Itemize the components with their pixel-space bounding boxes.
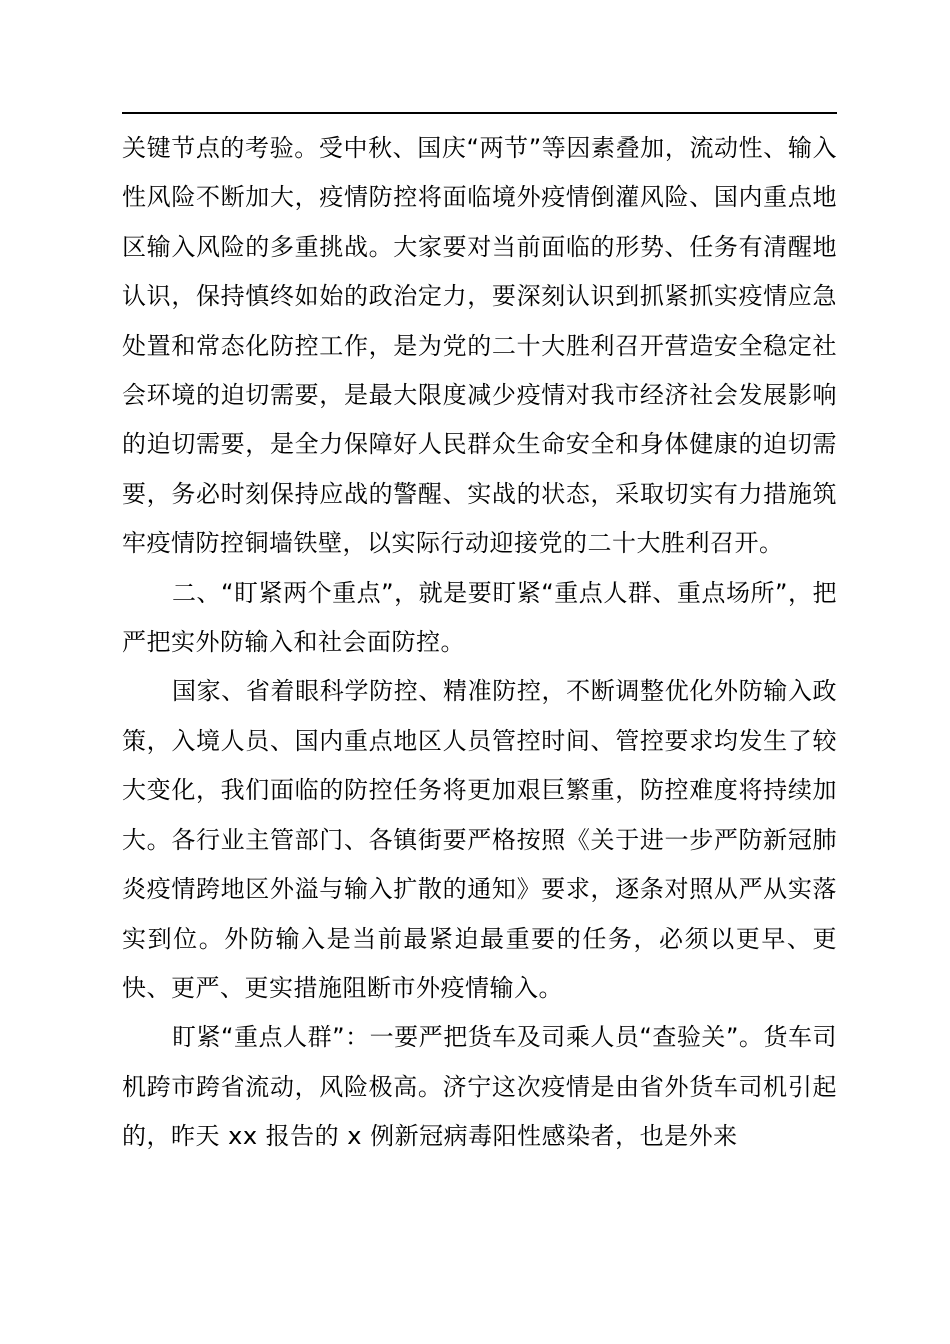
paragraph-2: 二、“盯紧两个重点”，就是要盯紧“重点人群、重点场所”，把严把实外防输入和社会面防控。	[122, 578, 837, 657]
paragraph-3: 国家、省着眼科学防控、精准防控，不断调整优化外防输入政策，入境人员、国内重点地区人员管控时间、管控要求均发生了较大变化，我们面临的防控任务将更加艰巨繁重，防控难度将持续加大。各行业主管部门、各镇街要严格按照《关于进一步严防新冠肺炎疫情跨地区外溢与输入扩散的通知》要求，逐条对照从严从实落实到位。外防输入是当前最紧迫最重要的任务，必须以更早、更快、更严、更实措施阻断市外疫情输入。	[122, 677, 837, 1002]
paragraph-1: 关键节点的考验。受中秋、国庆“两节”等因素叠加，流动性、输入性风险不断加大，疫情防控将面临境外疫情倒灌风险、国内重点地区输入风险的多重挑战。大家要对当前面临的形势、任务有清醒地认识，保持慎终如始的政治定力，要深刻认识到抓紧抓实疫情应急处置和常态化防控工作，是为党的二十大胜利召开营造安全稳定社会环境的迫切需要，是最大限度减少疫情对我市经济社会发展影响的迫切需要，是全力保障好人民群众生命安全和身体健康的迫切需要，务必时刻保持应战的警醒、实战的状态，采取切实有力措施筑牢疫情防控铜墙铁壁，以实际行动迎接党的二十大胜利召开。	[122, 134, 837, 558]
document-body	[122, 124, 837, 1162]
paragraph-4: 盯紧“重点人群”：一要严把货车及司乘人员“查验关”。货车司机跨市跨省流动，风险极高。济宁这次疫情是由省外货车司机引起的，昨天 xx 报告的 x 例新冠病毒阳性感染者，也是外来	[122, 1023, 837, 1151]
header-rule	[122, 112, 837, 114]
